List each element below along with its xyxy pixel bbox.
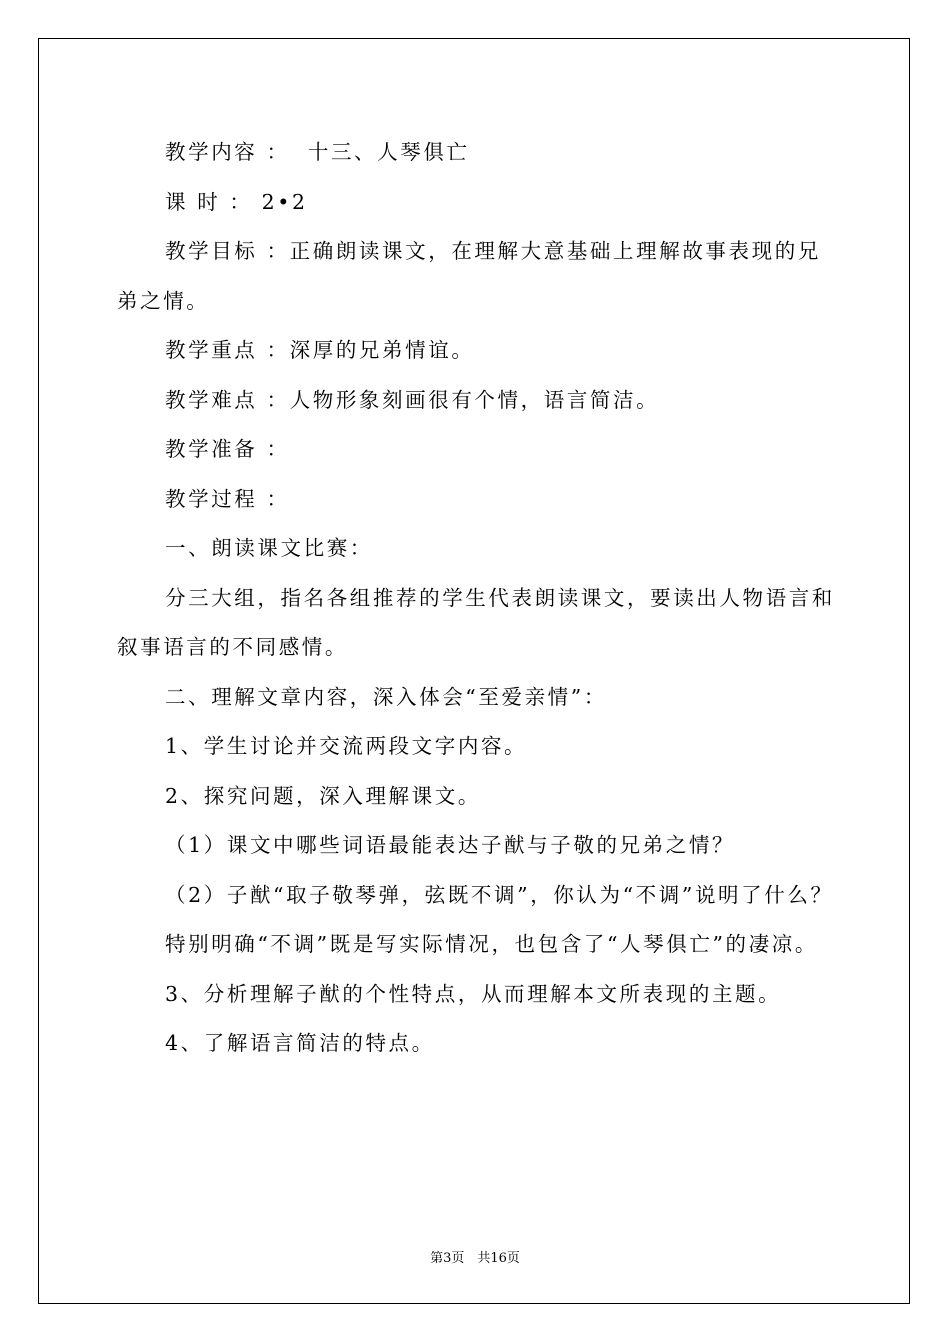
paragraph-process: 教学过程 ： bbox=[165, 486, 290, 511]
paragraph-content: 教学内容 ： 十三、人琴俱亡 bbox=[165, 140, 470, 164]
document-body bbox=[117, 128, 837, 1069]
paragraph-objective: 教学目标 ：正确朗读课文，在理解大意基础上理解故事表现的兄弟之情。 bbox=[117, 239, 821, 313]
paragraph-preparation: 教学准备 ： bbox=[165, 437, 290, 461]
section-heading-understanding: 二、理解文章内容，深入体会“至爱亲情”： bbox=[165, 684, 607, 709]
list-item-language: 4、了解语言简洁的特点。 bbox=[165, 1031, 435, 1055]
section-heading-reading: 一、朗读课文比赛： bbox=[165, 536, 373, 560]
list-item-discussion: 1、学生讨论并交流两段文字内容。 bbox=[165, 734, 528, 758]
paragraph-clarification: 特别明确“不调”既是写实际情况，也包含了“人琴俱亡”的凄凉。 bbox=[165, 932, 818, 956]
page-number: 第3页 共16页 bbox=[430, 1251, 520, 1266]
paragraph-key-point: 教学重点 ：深厚的兄弟情谊。 bbox=[165, 338, 475, 362]
question-2: （2）子猷“取子敬琴弹，弦既不调”，你认为“不调”说明了什么？ bbox=[165, 882, 834, 907]
list-item-explore: 2、探究问题，深入理解课文。 bbox=[165, 783, 481, 808]
list-item-analysis: 3、分析理解子猷的个性特点，从而理解本文所表现的主题。 bbox=[165, 981, 782, 1006]
paragraph-lesson-hours: 课 时 ： 2•2 bbox=[165, 189, 308, 214]
paragraph-difficulty: 教学难点 ：人物形象刻画很有个情，语言简洁。 bbox=[165, 387, 660, 412]
question-1: （1）课文中哪些词语最能表达子猷与子敬的兄弟之情？ bbox=[165, 833, 736, 857]
paragraph-reading-detail: 分三大组，指名各组推荐的学生代表朗读课文，要读出人物语言和叙事语言的不同感情。 bbox=[117, 585, 835, 659]
